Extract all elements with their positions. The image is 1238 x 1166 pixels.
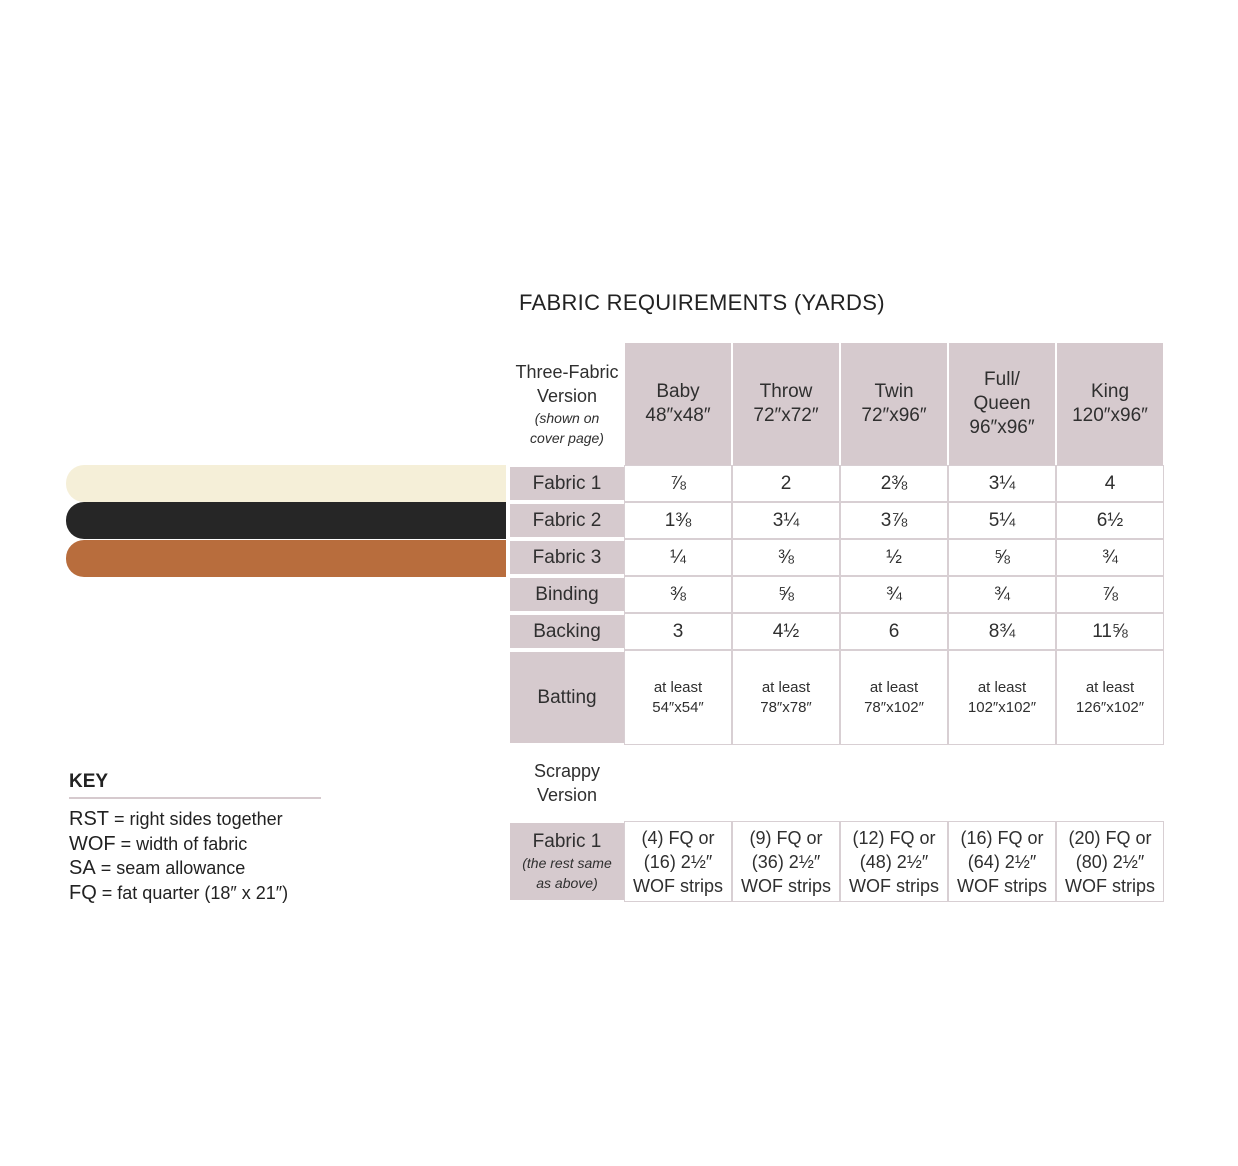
- table-cell: 3⅞: [840, 502, 948, 539]
- table-cell: ⅞: [624, 465, 732, 502]
- table-cell: [732, 650, 840, 745]
- key-divider: [69, 797, 321, 799]
- corner-line-2: Version: [536, 386, 598, 406]
- batting-line-2: 126″x102″: [1075, 698, 1145, 716]
- empty-cell: [1056, 745, 1164, 821]
- table-cell: 8¾: [948, 613, 1056, 650]
- key-text: = seam allowance: [95, 858, 246, 878]
- table-cell: 11⅝: [1056, 613, 1164, 650]
- size-name-2: Queen: [973, 393, 1031, 414]
- key-abbr: FQ: [69, 881, 97, 904]
- key-item: [69, 856, 288, 881]
- key-title: KEY: [69, 771, 109, 792]
- table-cell: ⅜: [624, 576, 732, 613]
- size-header-full-queen: [948, 343, 1056, 465]
- row-label-backing: Backing: [510, 613, 624, 650]
- key-text: = width of fabric: [115, 833, 248, 854]
- table-cell: [624, 650, 732, 745]
- size-header-throw: [732, 343, 840, 465]
- scrappy-line-1: Scrappy: [533, 761, 601, 781]
- batting-line-2: 102″x102″: [967, 698, 1037, 716]
- scrappy-row-note-2: as above): [536, 874, 598, 891]
- table-cell: 6½: [1056, 502, 1164, 539]
- table-cell: ⅝: [948, 539, 1056, 576]
- scrappy-line-2: (48) 2½″: [859, 851, 929, 872]
- table-cell: ¾: [948, 576, 1056, 613]
- table-cell: 4½: [732, 613, 840, 650]
- corner-note-2: cover page): [530, 430, 604, 446]
- size-dims: 72″x96″: [861, 405, 927, 426]
- table-cell: 1⅜: [624, 502, 732, 539]
- batting-line-2: 54″x54″: [652, 698, 704, 716]
- size-header-twin: [840, 343, 948, 465]
- scrappy-line-3: WOF strips: [633, 875, 723, 896]
- size-header-baby: [624, 343, 732, 465]
- scrappy-row-label: Fabric 1: [532, 830, 602, 852]
- scrappy-line-2: (80) 2½″: [1075, 851, 1145, 872]
- empty-cell: [948, 745, 1056, 821]
- table-cell: [732, 821, 840, 902]
- batting-line-1: at least: [977, 678, 1027, 696]
- size-dims: 120″x96″: [1072, 405, 1148, 426]
- empty-cell: [624, 745, 732, 821]
- scrappy-line-1: (16) FQ or: [960, 827, 1044, 848]
- fabric-3-swatch: [66, 540, 506, 577]
- size-dims: 96″x96″: [969, 417, 1035, 438]
- table-cell: 2: [732, 465, 840, 502]
- size-name: Twin: [874, 381, 914, 402]
- batting-line-2: 78″x102″: [864, 698, 924, 716]
- table-cell: ½: [840, 539, 948, 576]
- table-cell: ¾: [1056, 539, 1164, 576]
- fabric-1-swatch: [66, 465, 506, 502]
- table-cell: [624, 821, 732, 902]
- size-name: King: [1090, 381, 1130, 402]
- table-cell: ⅞: [1056, 576, 1164, 613]
- page-title: FABRIC REQUIREMENTS (YARDS): [519, 290, 885, 315]
- scrappy-line-2: Version: [536, 785, 598, 805]
- batting-line-1: at least: [1085, 678, 1135, 696]
- size-dims: 48″x48″: [645, 405, 711, 426]
- table-cell: 2⅜: [840, 465, 948, 502]
- table-cell: 3: [624, 613, 732, 650]
- key-item: [69, 832, 288, 857]
- table-cell: ¾: [840, 576, 948, 613]
- table-cell: ⅝: [732, 576, 840, 613]
- empty-cell: [732, 745, 840, 821]
- fabric-2-swatch: [66, 502, 506, 539]
- batting-line-1: at least: [869, 678, 919, 696]
- scrappy-row-note-1: (the rest same: [522, 854, 612, 871]
- row-label-batting: Batting: [510, 650, 624, 745]
- row-label-scrappy-fabric-1: [510, 821, 624, 902]
- batting-line-1: at least: [653, 678, 703, 696]
- scrappy-line-1: (9) FQ or: [749, 827, 823, 848]
- scrappy-line-3: WOF strips: [957, 875, 1047, 896]
- scrappy-line-1: (4) FQ or: [641, 827, 715, 848]
- scrappy-version-label: [510, 745, 624, 821]
- table-cell: [840, 650, 948, 745]
- table-cell: [840, 821, 948, 902]
- size-header-king: [1056, 343, 1164, 465]
- scrappy-line-2: (36) 2½″: [751, 851, 821, 872]
- key-text: = right sides together: [109, 809, 283, 829]
- table-corner-label: [510, 343, 624, 465]
- empty-cell: [840, 745, 948, 821]
- scrappy-line-2: (16) 2½″: [643, 851, 713, 872]
- corner-note-1: (shown on: [534, 410, 600, 426]
- batting-line-2: 78″x78″: [760, 698, 812, 716]
- key-abbr: RST: [69, 808, 109, 830]
- table-cell: 4: [1056, 465, 1164, 502]
- scrappy-line-3: WOF strips: [849, 875, 939, 896]
- size-dims: 72″x72″: [753, 405, 819, 426]
- key-abbr: SA: [69, 857, 96, 879]
- batting-line-1: at least: [761, 678, 811, 696]
- table-cell: [1056, 650, 1164, 745]
- table-cell: ¼: [624, 539, 732, 576]
- table-cell: 6: [840, 613, 948, 650]
- key-abbr: WOF: [69, 832, 116, 855]
- table-cell: [948, 821, 1056, 902]
- table-cell: [1056, 821, 1164, 902]
- row-label-fabric-2: Fabric 2: [510, 502, 624, 539]
- scrappy-line-3: WOF strips: [741, 875, 831, 896]
- table-cell: ⅜: [732, 539, 840, 576]
- corner-line-1: Three-Fabric: [515, 362, 619, 382]
- scrappy-line-1: (12) FQ or: [852, 827, 936, 848]
- row-label-binding: Binding: [510, 576, 624, 613]
- size-name: Throw: [759, 381, 813, 402]
- scrappy-line-1: (20) FQ or: [1068, 827, 1152, 848]
- key-item: [69, 881, 288, 906]
- row-label-fabric-3: Fabric 3: [510, 539, 624, 576]
- row-label-fabric-1: Fabric 1: [510, 465, 624, 502]
- scrappy-line-3: WOF strips: [1065, 875, 1155, 896]
- table-cell: [948, 650, 1056, 745]
- key-text: = fat quarter (18″ x 21″): [96, 882, 289, 903]
- table-cell: 3¼: [732, 502, 840, 539]
- key-item: [69, 807, 288, 832]
- key-list: [69, 807, 288, 905]
- table-cell: 5¼: [948, 502, 1056, 539]
- scrappy-line-2: (64) 2½″: [967, 851, 1037, 872]
- size-name: Baby: [656, 381, 700, 402]
- fabric-requirements-table: [510, 343, 1164, 902]
- table-cell: 3¼: [948, 465, 1056, 502]
- size-name: Full/: [984, 369, 1020, 390]
